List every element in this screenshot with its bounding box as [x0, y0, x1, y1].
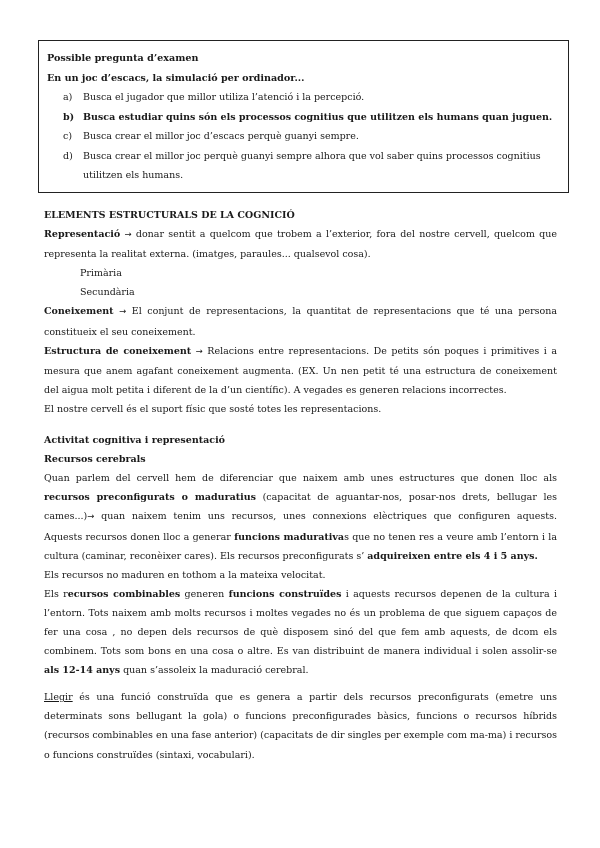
exam-question: En un joc d’escacs, la simulació per ordinador... [47, 72, 305, 84]
option-letter: b) [63, 111, 75, 123]
term-recursos-combinables: ecursos combinables [67, 588, 181, 600]
option-letter: a) [63, 92, 73, 103]
exam-options-list [47, 88, 568, 186]
term-funcions-madurativa: funcions madurativa [234, 531, 345, 543]
section-heading-activitat: Activitat cognitiva i representació [44, 435, 226, 447]
subheading-recursos: Recursos cerebrals [44, 454, 146, 466]
representacio-paragraph [44, 225, 557, 264]
exam-option-a [47, 88, 568, 108]
exam-option-b [47, 108, 568, 128]
combinables-paragraph [44, 585, 557, 680]
exam-question-box [38, 40, 569, 193]
representacio-text: donar sentit a quelcom que trobem a l’exterior, fora del nostre cervell, quelcom que representa la realitat externa. (imatges, paraules... qualsevol cosa). [44, 229, 557, 261]
term-recursos-preconfigurats: recursos preconfigurats o maduratius [44, 492, 256, 504]
llegir-paragraph [44, 688, 557, 764]
option-text: Busca estudiar quins són els processos cognitius que utilitzen els humans quan juguen. [83, 111, 553, 123]
arrow-icon: → [124, 230, 132, 241]
text-run: (capacitat de aguantar-nos, posar-nos drets, bellugar les cames...) [44, 492, 558, 523]
section-heading-elements: ELEMENTS ESTRUCTURALS DE LA COGNICIÓ [44, 210, 295, 221]
representacio-secondary: Secundària [80, 287, 135, 299]
exam-box-title: Possible pregunta d’examen [47, 53, 199, 64]
term-estructura: Estructura de coneixement [44, 345, 192, 357]
option-text: Busca crear el millor joc d’escacs perquè guanyi sempre. [83, 131, 359, 142]
option-text: Busca crear el millor joc perquè guanyi sempre alhora que vol saber quins processos cognitius utilitzen els humans. [83, 150, 541, 181]
option-letter: c) [63, 131, 73, 142]
exam-option-c [47, 127, 568, 147]
term-llegir: Llegir [44, 692, 73, 704]
term-4-5-anys: adquireixen entre els 4 i 5 anys. [367, 550, 538, 562]
text-run: generen [180, 588, 229, 600]
arrow-icon: → [119, 307, 127, 318]
term-coneixement: Coneixement [44, 306, 114, 318]
coneixement-paragraph [44, 302, 557, 341]
term-representacio: Representació [44, 229, 121, 241]
text-run: quan naixem tenim uns recursos, unes connexions elèctriques que configuren aquests. Aquests recursos donen lloc a generar [44, 511, 557, 543]
text-run: és una funció construïda que es genera a partir dels recursos preconfigurats (emetre uns determinats sons bellugant la gola) o funcions preconfigurades bàsics, funcions o recursos híbrids (recursos combinables en una fase anterior) (capacitats de dir singles per exemple com ma-ma) i recursos o funcions construïdes (sintaxi, vocabulari). [44, 692, 557, 761]
text-run: Quan parlem del cervell hem de diferenciar que naixem amb unes estructures que donen lloc als [44, 473, 557, 485]
maduracio-paragraph: Els recursos no maduren en tothom a la mateixa velocitat. [44, 569, 326, 581]
text-run: i aquests recursos depenen de la cultura i l’entorn. Tots naixem amb molts recursos i moltes vegades no és un problema de que siguem capaços de fer una cosa , no depen dels recursos de què disposem sinó del que fem amb aquests, de dcom els combinem. Tots som bons en una cosa o altre. Es van distribuint de manera individual i solen assolir-se [44, 588, 557, 658]
term-funcions-construides: funcions construïdes [228, 588, 342, 600]
text-run: Els r [44, 588, 68, 600]
arrow-icon: → [87, 512, 95, 523]
recursos-paragraph [44, 469, 557, 565]
option-text: Busca el jugador que millor utiliza l’atenció i la percepció. [83, 92, 365, 103]
arrow-icon: → [195, 346, 203, 357]
estructura-text: Relacions entre representacions. De petits són poques i primitives i a mesura que anem agafant coneixement augmenta. (EX. Un nen petit té una estructura de coneixement del aigua molt petita i diferent de la d’un científic). A vegades es generen relacions incorrectes. [44, 345, 557, 396]
brain-paragraph: El nostre cervell és el suport físic que sosté totes les representacions. [44, 403, 382, 415]
estructura-paragraph [44, 342, 557, 400]
main-content [44, 206, 557, 765]
text-run: s que no tenen res a veure amb l’entorn i la cultura (caminar, reconèixer cares). Els recursos preconfigurats s’ [44, 531, 557, 562]
option-letter: d) [63, 150, 73, 162]
text-run: quan s’assoleix la maduració cerebral. [120, 665, 309, 677]
coneixement-text: El conjunt de representacions, la quantitat de representacions que té una persona constitueix el seu coneixement. [44, 306, 557, 338]
representacio-primary: Primària [80, 268, 122, 280]
term-12-14-anys: als 12-14 anys [44, 665, 121, 677]
exam-option-d [47, 147, 568, 186]
